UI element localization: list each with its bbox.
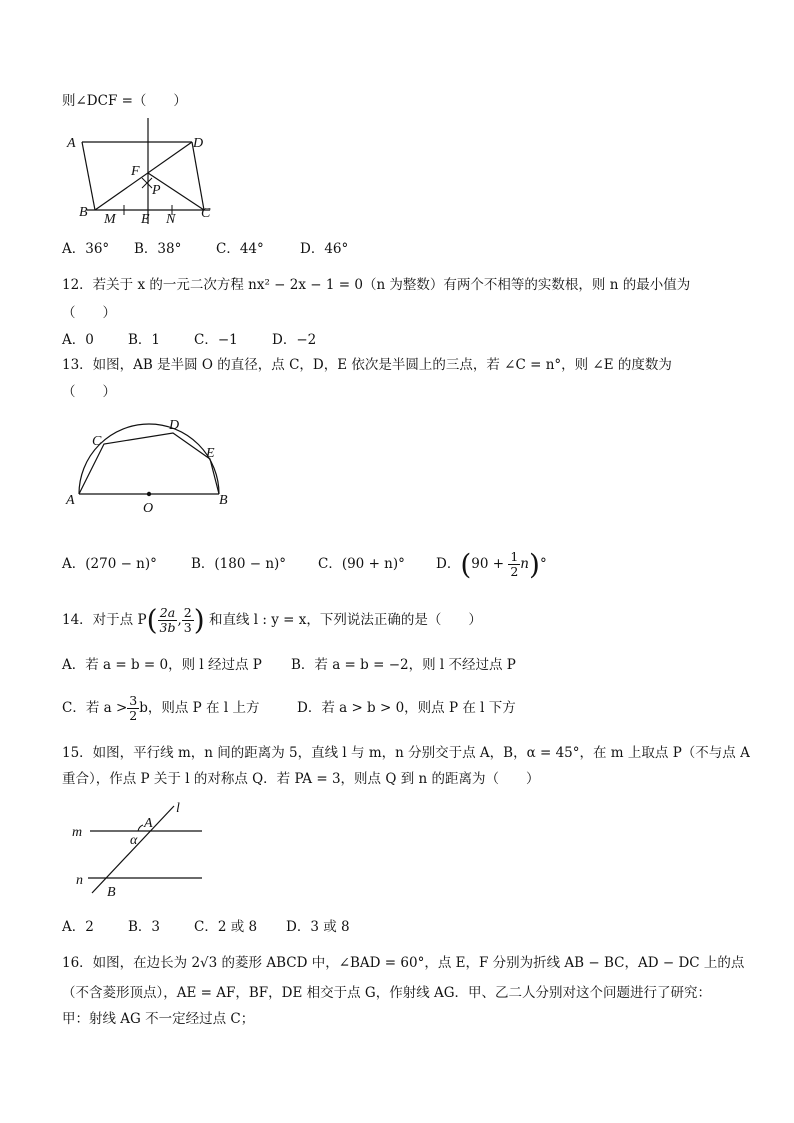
q16-stem-line1: 16．如图，在边长为 2√3 的菱形 ABCD 中，∠BAD = 60°，点 E，F 分别为折线 AB − BC，AD − DC 上的点 xyxy=(62,955,745,971)
q13-figure xyxy=(62,412,242,516)
q11-options xyxy=(62,240,348,258)
q12-option-c[interactable]: C．−1 xyxy=(194,332,238,348)
q14-frac-y: $\frac{2}{3}$ xyxy=(183,605,192,635)
q13-option-d[interactable]: D．(90 + $\frac{1}{2}$ n)° xyxy=(436,547,547,581)
q15-label-A: A xyxy=(144,816,153,831)
q13-label-E: E xyxy=(206,446,215,461)
q13-option-d-label: D． xyxy=(436,556,461,572)
q11-label-D: D xyxy=(193,136,204,151)
q11-label-F: F xyxy=(131,164,140,179)
q13-label-A: A xyxy=(66,493,75,508)
q13-option-d-var: n xyxy=(520,556,529,572)
q13-option-d-fraction: $\frac{1}{2}$ xyxy=(510,549,519,579)
q15-option-c[interactable]: C．2 或 8 xyxy=(194,919,258,935)
q12-option-a[interactable]: A．0 xyxy=(62,332,94,348)
q15-label-n: n xyxy=(76,873,83,888)
q13-stem-line1: 13．如图，AB 是半圆 O 的直径，点 C，D，E 依次是半圆上的三点，若 ∠C = n°，则 ∠E 的度数为 xyxy=(62,357,672,373)
q13-label-O: O xyxy=(143,501,154,516)
q14-option-b[interactable]: B．若 a = b = −2，则 l 不经过点 P xyxy=(291,657,516,673)
q11-label-A: A xyxy=(67,136,76,151)
q14-option-a[interactable]: A．若 a = b = 0，则 l 经过点 P xyxy=(62,657,262,673)
q13-option-a[interactable]: A．(270 − n)° xyxy=(62,556,157,572)
q15-option-b[interactable]: B．3 xyxy=(128,919,161,935)
q14-option-c[interactable]: C．若 a > $\frac{3}{2}$ b，则点 P 在 l 上方 xyxy=(62,693,260,723)
q11-label-P: P xyxy=(152,183,161,198)
q14-option-row1 xyxy=(62,656,516,674)
q13-label-B: B xyxy=(219,493,228,508)
q14-frac-x: $\frac{2a}{3b}$ xyxy=(159,605,176,635)
q15-figure xyxy=(62,796,222,900)
q12-option-b[interactable]: B．1 xyxy=(128,332,161,348)
q16-stem-line2: （不含菱形顶点），AE = AF，BF，DE 相交于点 G，作射线 AG．甲、乙二人分别对这个问题进行了研究： xyxy=(62,985,712,1001)
q12-options xyxy=(62,331,316,349)
q11-figure xyxy=(62,116,232,228)
q13-option-d-term: 90 + xyxy=(471,556,505,572)
q13-option-c[interactable]: C．(90 + n)° xyxy=(318,556,405,572)
q11-label-N: N xyxy=(166,212,176,227)
q11-label-E: E xyxy=(141,212,150,227)
q12-stem-line2: （ ） xyxy=(62,305,116,321)
q15-option-a[interactable]: A．2 xyxy=(62,919,94,935)
q14-suffix: 和直线 l : y = x，下列说法正确的是（ ） xyxy=(208,612,482,628)
q16-stem-line3: 甲：射线 AG 不一定经过点 C； xyxy=(62,1011,255,1027)
q11-option-b[interactable]: B．38° xyxy=(134,241,182,257)
q14-option-row2 xyxy=(62,692,516,724)
q15-label-l: l xyxy=(176,801,180,816)
q14-option-c-fraction: $\frac{3}{2}$ xyxy=(129,693,138,723)
q11-label-B: B xyxy=(79,205,88,220)
q15-option-d[interactable]: D．3 或 8 xyxy=(286,919,350,935)
q14-prefix: 14．对于点 P xyxy=(62,612,147,628)
q15-label-m: m xyxy=(72,825,83,840)
q15-label-alpha: α xyxy=(130,833,138,848)
q15-options xyxy=(62,918,350,936)
q14-stem: 14．对于点 P( $\frac{2a}{3b}$ , $\frac{2}{3}$ ) 和直线 l : y = x，下列说法正确的是（ ） xyxy=(62,603,482,637)
q13-label-C: C xyxy=(92,434,102,449)
q13-options xyxy=(62,548,547,581)
q13-option-d-deg: ° xyxy=(539,556,547,572)
q11-option-a[interactable]: A．36° xyxy=(62,241,110,257)
q11-label-M: M xyxy=(104,212,116,227)
q15-stem-line1: 15．如图，平行线 m，n 间的距离为 5，直线 l 与 m，n 分别交于点 A，B，α = 45°，在 m 上取点 P（不与点 A xyxy=(62,745,750,761)
q13-option-b[interactable]: B．(180 − n)° xyxy=(191,556,287,572)
q15-label-B: B xyxy=(107,885,116,900)
q12-option-d[interactable]: D．−2 xyxy=(272,332,317,348)
q12-stem-line1: 12．若关于 x 的一元二次方程 nx² − 2x − 1 = 0（n 为整数）有两个不相等的实数根，则 n 的最小值为 xyxy=(62,277,691,293)
q15-stem-line2: 重合），作点 P 关于 l 的对称点 Q．若 PA = 3，则点 Q 到 n 的距离为（ ） xyxy=(62,771,540,787)
q11-option-d[interactable]: D．46° xyxy=(300,241,349,257)
q11-stem-tail: 则∠DCF =（ ） xyxy=(62,93,187,109)
q11-label-C: C xyxy=(201,206,211,221)
q11-option-c[interactable]: C．44° xyxy=(216,241,264,257)
q13-label-D: D xyxy=(169,418,180,433)
q14-option-d[interactable]: D．若 a > b > 0，则点 P 在 l 下方 xyxy=(297,700,516,716)
q13-stem-line2: （ ） xyxy=(62,384,116,400)
